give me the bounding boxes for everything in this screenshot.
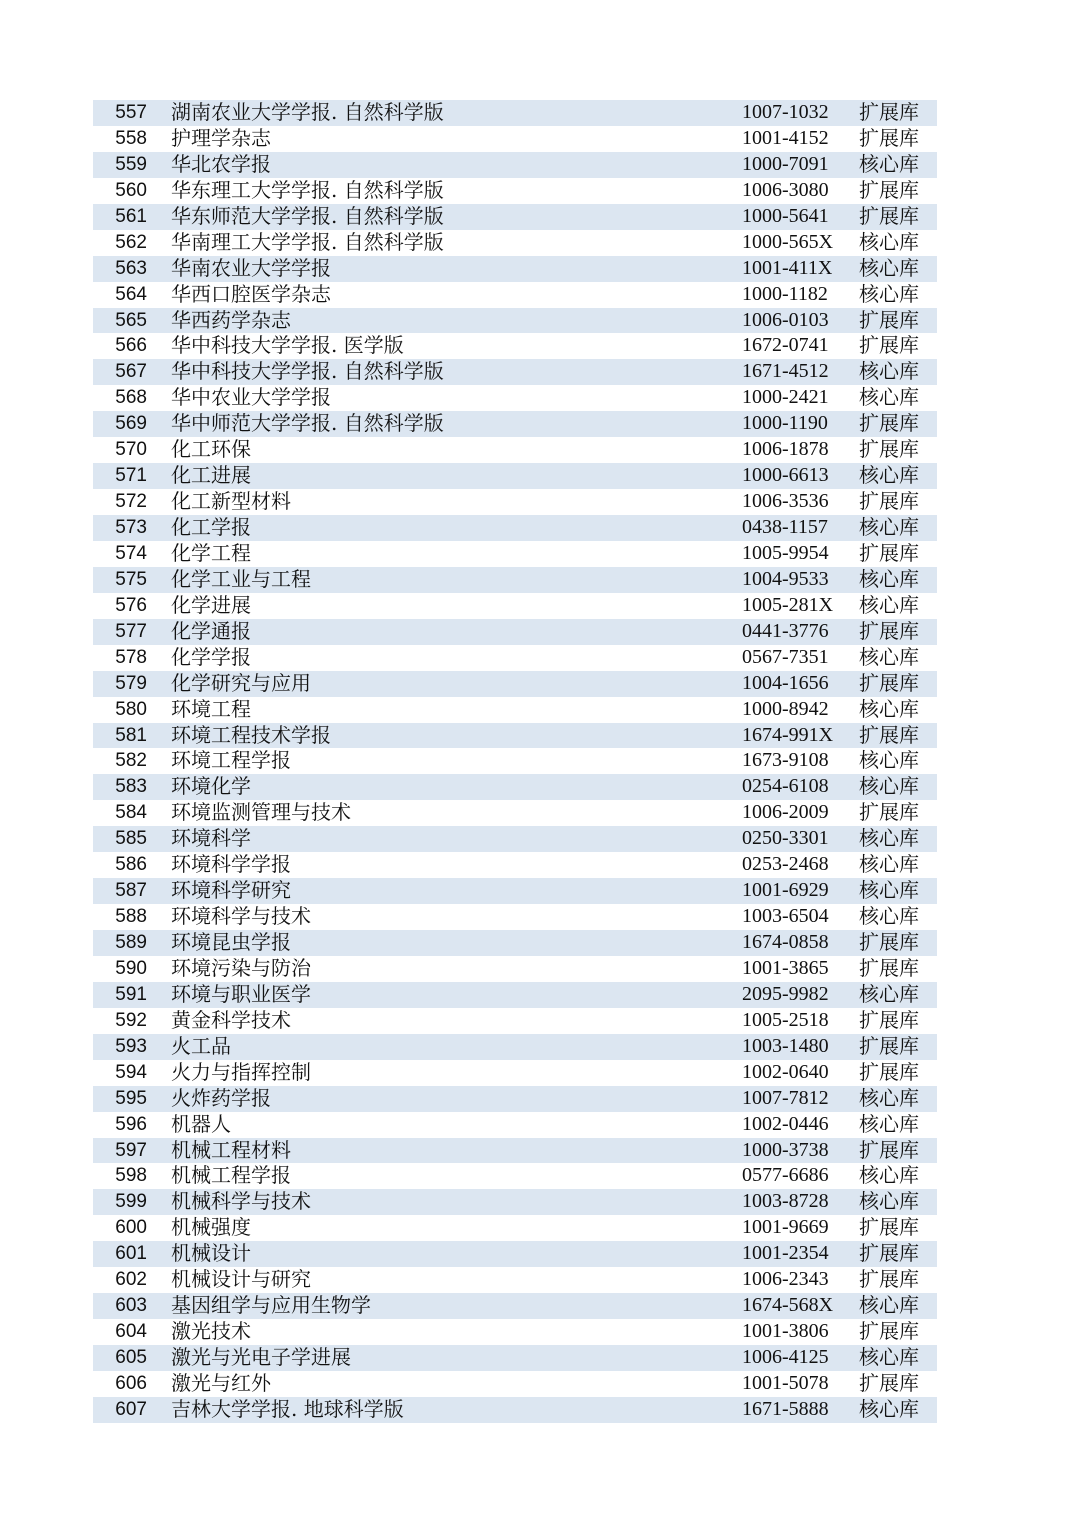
table-row xyxy=(93,1112,937,1138)
journal-list-table xyxy=(93,100,937,1423)
library-type: 扩展库 xyxy=(859,125,919,150)
row-number: 599 xyxy=(115,1191,147,1213)
journal-title: 环境昆虫学报 xyxy=(171,930,291,954)
journal-title: 湖南农业大学学报. 自然科学版 xyxy=(171,100,444,124)
journal-title: 环境污染与防治 xyxy=(171,955,311,980)
table-row xyxy=(93,1319,937,1345)
journal-title: 华东理工大学学报. 自然科学版 xyxy=(171,177,444,202)
journal-title: 机械工程学报 xyxy=(171,1163,291,1188)
table-row xyxy=(93,282,937,308)
journal-title: 火工品 xyxy=(171,1033,231,1058)
journal-issn: 0441-3776 xyxy=(742,619,829,642)
table-row xyxy=(93,515,937,541)
library-type: 扩展库 xyxy=(859,203,919,228)
journal-title: 环境科学研究 xyxy=(171,878,291,903)
table-row xyxy=(93,1034,937,1060)
library-type: 扩展库 xyxy=(859,540,919,565)
table-row xyxy=(93,1345,937,1371)
table-row xyxy=(93,1267,937,1293)
journal-issn: 1000-2421 xyxy=(742,386,829,409)
journal-issn: 0567-7351 xyxy=(742,645,829,668)
library-type: 核心库 xyxy=(859,229,919,254)
row-number: 587 xyxy=(115,880,147,902)
table-row xyxy=(93,178,937,204)
row-number: 579 xyxy=(115,672,147,694)
journal-issn: 1005-2518 xyxy=(742,1008,829,1031)
library-type: 扩展库 xyxy=(859,177,919,202)
table-row xyxy=(93,982,937,1008)
journal-issn: 0577-6686 xyxy=(742,1164,829,1187)
row-number: 570 xyxy=(115,439,147,461)
library-type: 核心库 xyxy=(859,1163,919,1188)
table-row xyxy=(93,1163,937,1189)
row-number: 562 xyxy=(115,231,147,253)
journal-issn: 1000-7091 xyxy=(742,152,829,175)
journal-issn: 1001-2354 xyxy=(742,1242,829,1265)
journal-issn: 0250-3301 xyxy=(742,827,829,850)
journal-title: 激光与红外 xyxy=(171,1370,271,1395)
table-row xyxy=(93,308,937,334)
journal-issn: 1005-9954 xyxy=(742,541,829,564)
journal-issn: 1000-565X xyxy=(742,230,834,253)
journal-issn: 1000-3738 xyxy=(742,1138,829,1161)
row-number: 602 xyxy=(115,1269,147,1291)
row-number: 574 xyxy=(115,542,147,564)
library-type: 核心库 xyxy=(859,1189,919,1214)
journal-issn: 1003-1480 xyxy=(742,1034,829,1057)
table-row xyxy=(93,152,937,178)
library-type: 核心库 xyxy=(859,592,919,617)
table-row xyxy=(93,437,937,463)
library-type: 扩展库 xyxy=(859,411,919,436)
journal-issn: 1005-281X xyxy=(742,593,834,616)
journal-issn: 1671-5888 xyxy=(742,1397,829,1420)
journal-title: 华中师范大学学报. 自然科学版 xyxy=(171,411,444,436)
row-number: 591 xyxy=(115,983,147,1005)
table-row xyxy=(93,593,937,619)
library-type: 核心库 xyxy=(859,151,919,176)
journal-issn: 1001-3865 xyxy=(742,956,829,979)
journal-issn: 1001-3806 xyxy=(742,1320,829,1343)
table-row xyxy=(93,852,937,878)
row-number: 588 xyxy=(115,906,147,928)
table-row xyxy=(93,697,937,723)
journal-title: 化学研究与应用 xyxy=(171,670,311,695)
journal-issn: 1674-568X xyxy=(742,1294,834,1317)
journal-title: 环境化学 xyxy=(171,774,251,799)
journal-issn: 1003-8728 xyxy=(742,1190,829,1213)
row-number: 572 xyxy=(115,491,147,513)
row-number: 577 xyxy=(115,620,147,642)
table-row xyxy=(93,567,937,593)
row-number: 592 xyxy=(115,1009,147,1031)
journal-title: 环境工程学报 xyxy=(171,748,291,773)
row-number: 581 xyxy=(115,724,147,746)
journal-title: 机械科学与技术 xyxy=(171,1189,311,1214)
journal-title: 华南农业大学学报 xyxy=(171,255,331,280)
journal-issn: 1007-7812 xyxy=(742,1086,829,1109)
journal-issn: 0254-6108 xyxy=(742,775,829,798)
library-type: 扩展库 xyxy=(859,618,919,643)
row-number: 561 xyxy=(115,205,147,227)
table-row xyxy=(93,541,937,567)
table-row xyxy=(93,1215,937,1241)
library-type: 扩展库 xyxy=(859,1215,919,1240)
library-type: 扩展库 xyxy=(859,333,919,358)
journal-title: 华东师范大学学报. 自然科学版 xyxy=(171,203,444,228)
journal-title: 化学工程 xyxy=(171,540,251,565)
journal-title: 化学学报 xyxy=(171,644,251,669)
library-type: 核心库 xyxy=(859,774,919,799)
journal-issn: 1001-6929 xyxy=(742,879,829,902)
row-number: 559 xyxy=(115,153,147,175)
table-row xyxy=(93,878,937,904)
journal-title: 化学进展 xyxy=(171,592,251,617)
journal-title: 华西药学杂志 xyxy=(171,307,291,332)
row-number: 580 xyxy=(115,698,147,720)
library-type: 核心库 xyxy=(859,385,919,410)
journal-title: 机械设计与研究 xyxy=(171,1267,311,1292)
journal-title: 华中农业大学学报 xyxy=(171,385,331,410)
row-number: 567 xyxy=(115,361,147,383)
library-type: 核心库 xyxy=(859,696,919,721)
table-row xyxy=(93,333,937,359)
row-number: 582 xyxy=(115,750,147,772)
journal-issn: 1006-4125 xyxy=(742,1346,829,1368)
journal-issn: 1006-3080 xyxy=(742,178,829,201)
journal-title: 环境监测管理与技术 xyxy=(171,800,351,825)
journal-issn: 1006-2009 xyxy=(742,801,829,824)
table-row xyxy=(93,904,937,930)
table-row xyxy=(93,1241,937,1267)
table-row xyxy=(93,230,937,256)
table-row xyxy=(93,1371,937,1397)
table-row xyxy=(93,385,937,411)
journal-issn: 1672-0741 xyxy=(742,334,829,357)
journal-issn: 1003-6504 xyxy=(742,905,829,928)
journal-issn: 0438-1157 xyxy=(742,516,828,538)
journal-issn: 1001-5078 xyxy=(742,1371,829,1394)
row-number: 564 xyxy=(115,283,147,305)
library-type: 扩展库 xyxy=(859,1033,919,1058)
row-number: 583 xyxy=(115,776,147,798)
library-type: 扩展库 xyxy=(859,800,919,825)
row-number: 578 xyxy=(115,646,147,668)
row-number: 586 xyxy=(115,854,147,876)
row-number: 606 xyxy=(115,1372,147,1394)
journal-title: 激光与光电子学进展 xyxy=(171,1345,351,1369)
library-type: 核心库 xyxy=(859,644,919,669)
row-number: 558 xyxy=(115,127,147,149)
row-number: 585 xyxy=(115,828,147,850)
journal-title: 基因组学与应用生物学 xyxy=(171,1293,371,1318)
journal-title: 环境科学与技术 xyxy=(171,904,311,929)
journal-issn: 1674-0858 xyxy=(742,931,829,953)
journal-issn: 1000-8942 xyxy=(742,697,829,720)
library-type: 扩展库 xyxy=(859,1137,919,1162)
row-number: 569 xyxy=(115,413,147,435)
library-type: 扩展库 xyxy=(859,955,919,980)
journal-title: 吉林大学学报. 地球科学版 xyxy=(171,1396,404,1421)
library-type: 扩展库 xyxy=(859,722,919,747)
row-number: 575 xyxy=(115,568,147,590)
journal-title: 环境与职业医学 xyxy=(171,981,311,1006)
journal-issn: 1001-4152 xyxy=(742,126,829,149)
row-number: 589 xyxy=(115,932,147,953)
journal-title: 环境工程技术学报 xyxy=(171,722,331,747)
row-number: 590 xyxy=(115,957,147,979)
library-type: 核心库 xyxy=(859,904,919,929)
library-type: 核心库 xyxy=(859,463,919,488)
journal-title: 化学通报 xyxy=(171,618,251,643)
journal-issn: 1006-3536 xyxy=(742,490,829,513)
row-number: 584 xyxy=(115,802,147,824)
table-row xyxy=(93,359,937,385)
journal-title: 护理学杂志 xyxy=(171,125,271,150)
journal-issn: 1004-9533 xyxy=(742,567,829,590)
library-type: 扩展库 xyxy=(859,1267,919,1292)
journal-title: 激光技术 xyxy=(171,1319,251,1344)
library-type: 核心库 xyxy=(859,852,919,877)
library-type: 扩展库 xyxy=(859,489,919,514)
row-number: 598 xyxy=(115,1165,147,1187)
journal-title: 化学工业与工程 xyxy=(171,566,311,591)
table-row xyxy=(93,723,937,749)
journal-title: 环境科学学报 xyxy=(171,852,291,877)
row-number: 563 xyxy=(115,257,147,279)
journal-title: 火力与指挥控制 xyxy=(171,1059,311,1084)
row-number: 604 xyxy=(115,1321,147,1343)
row-number: 605 xyxy=(115,1347,147,1368)
row-number: 603 xyxy=(115,1295,147,1317)
library-type: 核心库 xyxy=(859,566,919,591)
row-number: 560 xyxy=(115,179,147,201)
journal-title: 机器人 xyxy=(171,1111,231,1136)
library-type: 核心库 xyxy=(859,281,919,306)
row-number: 573 xyxy=(115,517,147,538)
journal-issn: 1671-4512 xyxy=(742,360,829,383)
table-row xyxy=(93,204,937,230)
table-row xyxy=(93,1189,937,1215)
journal-issn: 1006-1878 xyxy=(742,438,829,461)
row-number: 596 xyxy=(115,1113,147,1135)
journal-issn: 1007-1032 xyxy=(742,101,829,123)
journal-issn: 0253-2468 xyxy=(742,853,829,876)
row-number: 565 xyxy=(115,309,147,331)
row-number: 576 xyxy=(115,594,147,616)
journal-title: 环境科学 xyxy=(171,826,251,851)
library-type: 核心库 xyxy=(859,981,919,1006)
journal-title: 华北农学报 xyxy=(171,151,271,176)
journal-title: 化工新型材料 xyxy=(171,489,291,514)
library-type: 扩展库 xyxy=(859,1241,919,1266)
journal-title: 化工环保 xyxy=(171,437,251,462)
journal-issn: 1001-9669 xyxy=(742,1216,829,1239)
table-row xyxy=(93,1293,937,1319)
row-number: 601 xyxy=(115,1243,147,1265)
journal-issn: 1000-5641 xyxy=(742,204,829,227)
row-number: 571 xyxy=(115,465,147,487)
journal-issn: 1673-9108 xyxy=(742,749,829,772)
table-row xyxy=(93,800,937,826)
library-type: 扩展库 xyxy=(859,1370,919,1395)
table-row xyxy=(93,1086,937,1112)
table-row xyxy=(93,489,937,515)
journal-title: 机械强度 xyxy=(171,1215,251,1240)
library-type: 扩展库 xyxy=(859,930,919,954)
table-row xyxy=(93,748,937,774)
row-number: 595 xyxy=(115,1087,147,1109)
table-row xyxy=(93,411,937,437)
table-row xyxy=(93,1397,937,1423)
journal-title: 黄金科学技术 xyxy=(171,1007,291,1032)
library-type: 核心库 xyxy=(859,748,919,773)
journal-title: 华中科技大学学报. 自然科学版 xyxy=(171,359,444,384)
journal-issn: 1002-0446 xyxy=(742,1112,829,1135)
library-type: 核心库 xyxy=(859,826,919,851)
library-type: 扩展库 xyxy=(859,670,919,695)
row-number: 600 xyxy=(115,1217,147,1239)
library-type: 核心库 xyxy=(859,359,919,384)
journal-title: 机械工程材料 xyxy=(171,1137,291,1162)
journal-issn: 1006-0103 xyxy=(742,308,829,331)
library-type: 核心库 xyxy=(859,1085,919,1110)
table-row xyxy=(93,956,937,982)
journal-title: 化工进展 xyxy=(171,463,251,488)
journal-title: 华西口腔医学杂志 xyxy=(171,281,331,306)
row-number: 594 xyxy=(115,1061,147,1083)
row-number: 597 xyxy=(115,1139,147,1161)
library-type: 核心库 xyxy=(859,515,919,539)
table-row xyxy=(93,256,937,282)
table-row xyxy=(93,100,937,126)
journal-title: 华中科技大学学报. 医学版 xyxy=(171,333,404,358)
journal-issn: 1000-6613 xyxy=(742,464,829,487)
library-type: 核心库 xyxy=(859,878,919,903)
library-type: 核心库 xyxy=(859,1345,919,1369)
journal-issn: 1006-2343 xyxy=(742,1268,829,1291)
row-number: 557 xyxy=(115,102,147,123)
table-row xyxy=(93,619,937,645)
library-type: 核心库 xyxy=(859,1293,919,1318)
table-row xyxy=(93,1060,937,1086)
table-row xyxy=(93,1138,937,1164)
row-number: 568 xyxy=(115,387,147,409)
row-number: 593 xyxy=(115,1035,147,1057)
journal-title: 化工学报 xyxy=(171,515,251,539)
journal-issn: 1000-1182 xyxy=(742,282,828,305)
library-type: 扩展库 xyxy=(859,437,919,462)
table-row xyxy=(93,826,937,852)
journal-issn: 1004-1656 xyxy=(742,671,829,694)
journal-issn: 1001-411X xyxy=(742,256,833,279)
library-type: 核心库 xyxy=(859,1396,919,1421)
table-row xyxy=(93,930,937,956)
library-type: 扩展库 xyxy=(859,1007,919,1032)
row-number: 607 xyxy=(115,1398,147,1420)
library-type: 扩展库 xyxy=(859,1319,919,1344)
journal-title: 机械设计 xyxy=(171,1241,251,1266)
library-type: 扩展库 xyxy=(859,307,919,332)
journal-issn: 1000-1190 xyxy=(742,412,828,435)
journal-issn: 1002-0640 xyxy=(742,1060,829,1083)
table-row xyxy=(93,774,937,800)
journal-title: 华南理工大学学报. 自然科学版 xyxy=(171,229,444,254)
table-row xyxy=(93,1008,937,1034)
journal-issn: 2095-9982 xyxy=(742,982,829,1005)
table-row xyxy=(93,671,937,697)
table-row xyxy=(93,645,937,671)
row-number: 566 xyxy=(115,335,147,357)
library-type: 核心库 xyxy=(859,1111,919,1136)
table-row xyxy=(93,463,937,489)
journal-issn: 1674-991X xyxy=(742,723,834,746)
journal-title: 环境工程 xyxy=(171,696,251,721)
library-type: 核心库 xyxy=(859,255,919,280)
library-type: 扩展库 xyxy=(859,1059,919,1084)
table-row xyxy=(93,126,937,152)
journal-title: 火炸药学报 xyxy=(171,1085,271,1110)
library-type: 扩展库 xyxy=(859,100,919,124)
